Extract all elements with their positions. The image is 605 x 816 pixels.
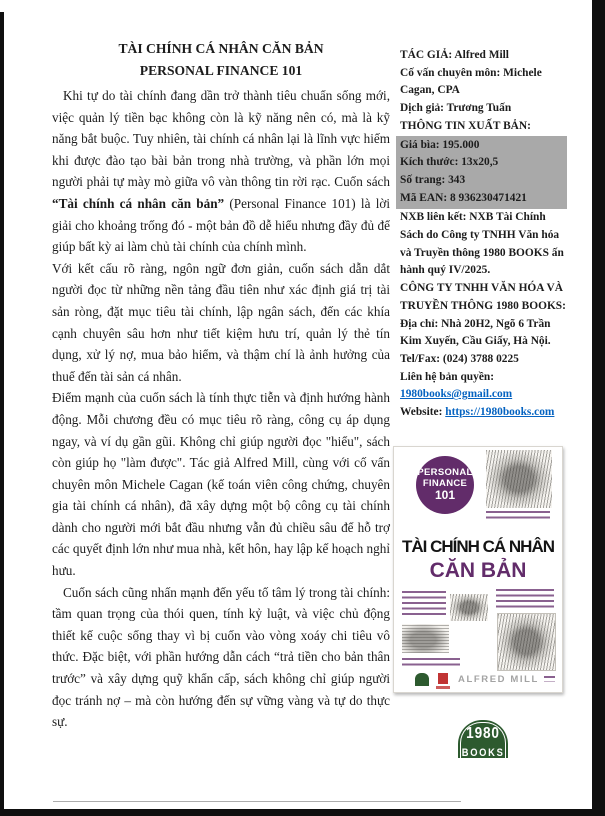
sidebar <box>400 47 572 422</box>
publisher-line: NXB liên kết: NXB Tài Chính <box>400 211 546 224</box>
book-title-bold: “Tài chính cá nhân căn bản” <box>52 195 225 211</box>
company-heading: CÔNG TY TNHH VĂN HÓA VÀ TRUYỀN THÔNG 1980 BOOKS: <box>400 282 566 312</box>
book-cover-image <box>393 446 563 693</box>
logo-word-text: BOOKS <box>461 747 505 758</box>
cover-title-main: TÀI CHÍNH CÁ NHÂN <box>401 537 555 556</box>
website-row <box>400 404 572 422</box>
paragraph-intro <box>52 85 390 258</box>
edition-note: Sách do Công ty TNHH Văn hóa và Truyền thông 1980 BOOKS ấn hành quý IV/2025. <box>400 229 564 277</box>
money-pile-sketch <box>402 624 449 653</box>
person-desk-sketch <box>497 613 556 671</box>
paragraph-strengths: Điểm mạnh của cuốn sách là tính thực tiễn và định hướng hành động. Mỗi chương đều có mục tiêu rõ ràng, công cụ áp dụng ngay, và ví dụ gần gũi. Không chỉ giúp người đọc "hiểu", sách còn giúp họ "làm được". Tác giả Alfred Mill, cùng với cố vấn chuyên môn Michele Cagan (kế toán viên công chứng, chuyên gia tài chính cá nhân), đã xây dựng một bộ công cụ tài chính dành cho người mới bắt đầu nhưng vẫn đủ chiều sâu để hỗ trợ các quyết định lớn như mua nhà, kết hôn, hay lập kế hoạch nghỉ hưu. <box>52 390 390 579</box>
website-link[interactable]: https://1980books.com <box>445 406 555 419</box>
rights-label: Liên hệ bản quyền: <box>400 370 495 383</box>
rights-email-link[interactable]: 1980books@gmail.com <box>400 388 513 401</box>
website-label: Website: <box>400 406 446 419</box>
telfax-line: Tel/Fax: (024) 3788 0225 <box>400 352 519 365</box>
paragraph-psychology: Cuốn sách cũng nhấn mạnh đến yếu tố tâm lý trong tài chính: tầm quan trọng của thói quen, tính kỷ luật, và việc chủ động thiết kế cuộc sống thay vì bị cuốn vào vòng xoáy chi tiêu vô thức. Đặc biệt, với phần hướng dẫn cách “trả tiền cho bản thân trước” và xây dựng quỹ khẩn cấp, sách không chỉ giúp người đọc tránh nợ – mà còn hướng đến sự vững vàng và tự do thực sự. <box>52 584 390 730</box>
publication-info-highlight <box>396 136 567 210</box>
publication-info-heading: THÔNG TIN XUẤT BẢN: <box>400 119 531 132</box>
translator-line: Dịch giả: Trương Tuấn <box>400 102 512 115</box>
document-title-vi: TÀI CHÍNH CÁ NHÂN CĂN BẢN <box>118 41 324 56</box>
cover-caption-mid-right <box>496 589 554 610</box>
mini-1980books-logo-icon <box>415 673 429 686</box>
document-title-en: PERSONAL FINANCE 101 <box>139 63 303 78</box>
truck-sketch <box>450 594 488 621</box>
price-line: Giá bìa: 195.000 <box>400 138 480 151</box>
mini-red-caption <box>436 686 450 689</box>
scan-edge-left <box>0 12 4 816</box>
paragraph-structure: Với kết cấu rõ ràng, ngôn ngữ đơn giản, cuốn sách dẫn dắt người đọc từ những nền tảng đầu tiên như xác định giá trị tài sản ròng, đặt mục tiêu tài chính, lập ngân sách, đến các khía cạnh chuyên sâu hơn như tiết kiệm hưu trí, quản lý thẻ tín dụng, xử lý nợ, mua bảo hiểm, và thậm chí là ảnh hưởng của thuế đến tài sản cá nhân. <box>52 260 390 384</box>
body-text <box>52 85 390 733</box>
address-line: Địa chỉ: Nhà 20H2, Ngõ 6 Trần Kim Xuyến, Cầu Giấy, Hà Nội. <box>400 317 551 348</box>
cover-caption-mid-left <box>402 591 446 618</box>
cover-title-accent: CĂN BẢN <box>429 559 527 582</box>
badge-line3: 101 <box>434 488 456 502</box>
badge-line2: FINANCE <box>422 477 468 489</box>
main-column <box>52 38 390 733</box>
size-line: Kích thước: 13x20,5 <box>400 156 499 169</box>
footer-divider <box>53 801 461 802</box>
cover-caption-bottom-left <box>402 658 460 668</box>
author-line: TÁC GIẢ: Alfred Mill <box>400 49 509 61</box>
personal-finance-badge <box>416 456 474 514</box>
rights-email-row <box>400 386 572 404</box>
publisher-1980books-logo <box>458 720 508 758</box>
logo-year-text: 1980 <box>466 725 500 742</box>
cover-author-extra <box>544 676 555 682</box>
horse-cart-sketch <box>486 450 552 508</box>
cover-author-name: ALFRED MILL <box>458 674 539 685</box>
cover-caption-top-right <box>486 511 550 521</box>
paragraph-intro-text: Khi tự do tài chính đang dần trở thành tiêu chuẩn sống mới, việc quản lý tiền bạc không còn là kỹ năng nên có, mà là kỹ năng bắt buộc. Tuy nhiên, tài chính cá nhân lại là lĩnh vực hiếm khi được đào tạo bài bản trong nhà trường, và phần lớn mọi người phải tự mày mò giữa vô vàn thông tin rời rạc. Cuốn sách <box>52 88 390 190</box>
scan-edge-bottom <box>0 809 605 816</box>
scan-edge-right <box>592 0 605 816</box>
badge-line1: PERSONAL <box>417 467 473 478</box>
page-count-line: Số trang: 343 <box>400 173 466 186</box>
paragraph-intro-cont: (Personal Finance 101) là lời giải cho khoảng trống đó - một bản đồ dễ hiểu nhưng đầy đủ để giúp bất kỳ ai làm chủ tài chính của chính mình. <box>52 195 390 255</box>
ean-line: Mã EAN: 8 936230471421 <box>400 191 527 204</box>
advisor-line: Cố vấn chuyên môn: Michele Cagan, CPA <box>400 66 542 97</box>
mini-red-publisher-icon <box>438 673 448 684</box>
